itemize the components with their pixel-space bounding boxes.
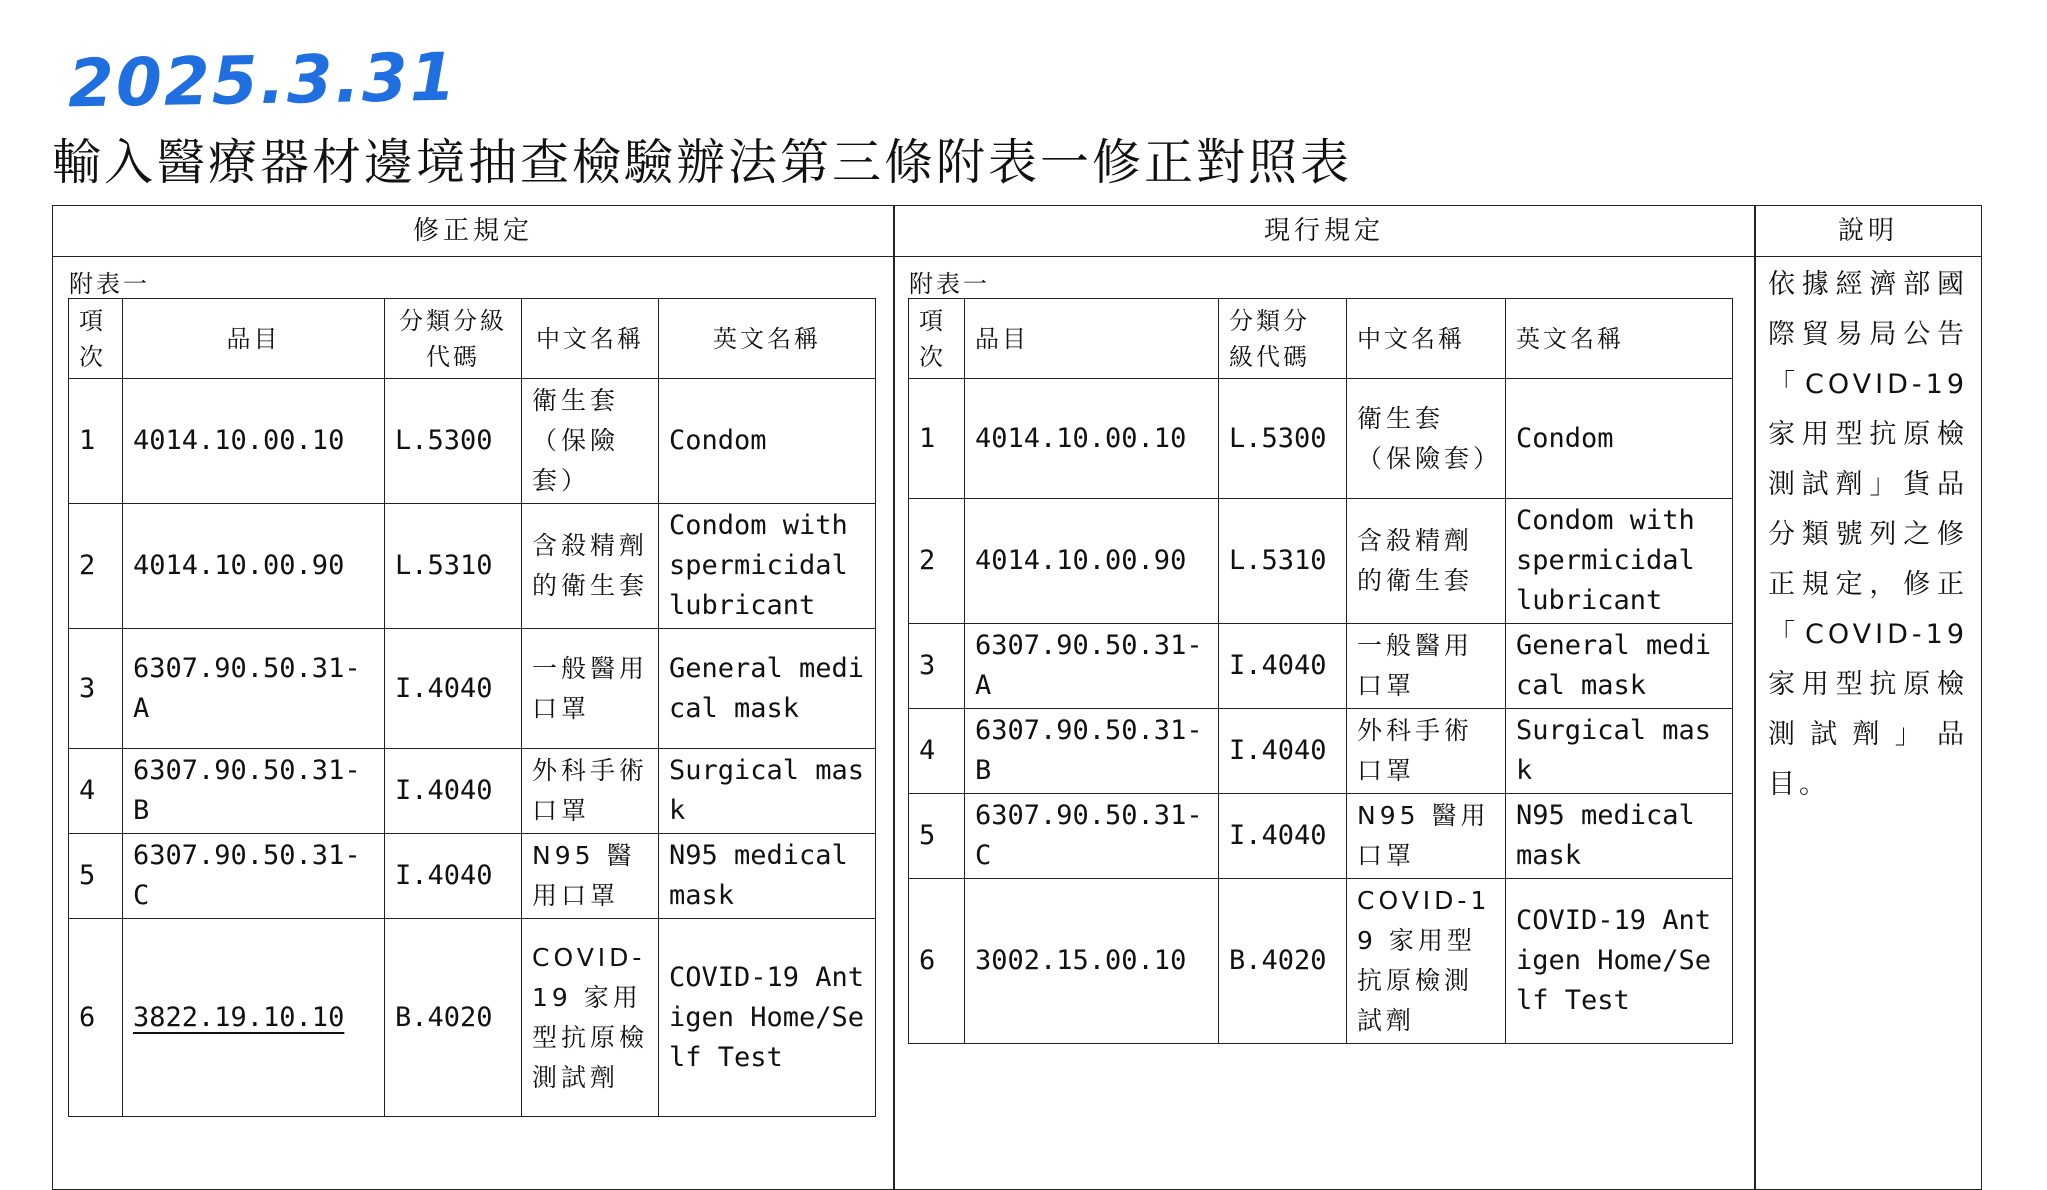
- row-item: 4014.10.00.10: [965, 379, 1219, 499]
- row-english-name: N95 medical mask: [659, 834, 876, 919]
- row-no: 2: [69, 504, 123, 629]
- row-code: B.4020: [1219, 879, 1347, 1044]
- row-english-name: General medical mask: [1506, 624, 1733, 709]
- table-header-row: [69, 299, 876, 379]
- row-chinese-name: 含殺精劑的衛生套: [522, 504, 659, 629]
- row-chinese-name: 一般醫用口罩: [522, 629, 659, 749]
- row-english-name: Condom with spermicidal lubricant: [1506, 499, 1733, 624]
- table-row: [69, 749, 876, 834]
- row-no: 5: [909, 794, 965, 879]
- row-code: B.4020: [385, 919, 522, 1117]
- row-english-name: COVID-19 Antigen Home/Self Test: [659, 919, 876, 1117]
- explanation-text: 依據經濟部國際貿易局公告「COVID-19 家用型抗原檢測試劑」貨品分類號列之修正規定，修正「COVID-19 家用型抗原檢測試劑」品目。: [1768, 269, 1968, 800]
- header-chinese-name: 中文名稱: [522, 299, 659, 379]
- header-english-name: 英文名稱: [659, 299, 876, 379]
- row-english-name: General medical mask: [659, 629, 876, 749]
- row-item: 6307.90.50.31-B: [965, 709, 1219, 794]
- explanation-column-header: 說明: [1755, 206, 1981, 257]
- row-no: 4: [909, 709, 965, 794]
- header-english-name: 英文名稱: [1506, 299, 1733, 379]
- row-item: 6307.90.50.31-C: [123, 834, 385, 919]
- table-row: [69, 834, 876, 919]
- table-row: [909, 624, 1733, 709]
- table-row: [69, 379, 876, 504]
- header-no: 項次: [909, 299, 965, 379]
- row-no: 6: [69, 919, 123, 1117]
- row-no: 4: [69, 749, 123, 834]
- table-row: [909, 794, 1733, 879]
- row-no: 6: [909, 879, 965, 1044]
- row-code: I.4040: [385, 834, 522, 919]
- comparison-table: [52, 205, 1982, 1190]
- row-code: I.4040: [385, 629, 522, 749]
- header-code: 分類分級代碼: [1219, 299, 1347, 379]
- header-chinese-name: 中文名稱: [1347, 299, 1506, 379]
- row-code: I.4040: [1219, 709, 1347, 794]
- table-row: [69, 504, 876, 629]
- amended-column-header: 修正規定: [53, 206, 893, 257]
- row-chinese-name: 一般醫用口罩: [1347, 624, 1506, 709]
- table-row: [909, 499, 1733, 624]
- current-column-header: 現行規定: [894, 206, 1754, 257]
- row-english-name: Condom: [659, 379, 876, 504]
- table-row: [909, 379, 1733, 499]
- row-code: L.5310: [1219, 499, 1347, 624]
- amended-item-number: 3822.19.10.10: [133, 1001, 345, 1033]
- row-code: I.4040: [1219, 624, 1347, 709]
- current-sub-table: [908, 298, 1733, 1044]
- row-code: L.5300: [1219, 379, 1347, 499]
- row-chinese-name: 衛生套（保險套）: [522, 379, 659, 504]
- row-english-name: Condom with spermicidal lubricant: [659, 504, 876, 629]
- row-code: L.5310: [385, 504, 522, 629]
- row-english-name: Surgical mask: [659, 749, 876, 834]
- row-code: I.4040: [1219, 794, 1347, 879]
- row-no: 1: [909, 379, 965, 499]
- row-chinese-name: COVID-19 家用型抗原檢測試劑: [522, 919, 659, 1117]
- document-title: 輸入醫療器材邊境抽查檢驗辦法第三條附表一修正對照表: [52, 134, 1353, 191]
- row-item: 6307.90.50.31-A: [965, 624, 1219, 709]
- table-header-row: [909, 299, 1733, 379]
- row-no: 2: [909, 499, 965, 624]
- current-table-caption: 附表一: [909, 270, 990, 298]
- row-chinese-name: N95 醫用口罩: [522, 834, 659, 919]
- table-row: [909, 709, 1733, 794]
- header-code: 分類分級代碼: [385, 299, 522, 379]
- row-english-name: Surgical mask: [1506, 709, 1733, 794]
- table-row: [69, 629, 876, 749]
- table-row: [909, 879, 1733, 1044]
- column-divider: [893, 206, 895, 1189]
- row-item: 4014.10.00.10: [123, 379, 385, 504]
- row-item: 4014.10.00.90: [965, 499, 1219, 624]
- row-item: 3002.15.00.10: [965, 879, 1219, 1044]
- table-row: [69, 919, 876, 1117]
- row-item: 4014.10.00.90: [123, 504, 385, 629]
- row-item: [123, 919, 385, 1117]
- row-item: 6307.90.50.31-A: [123, 629, 385, 749]
- row-chinese-name: 含殺精劑的衛生套: [1347, 499, 1506, 624]
- row-english-name: COVID-19 Antigen Home/Self Test: [1506, 879, 1733, 1044]
- row-english-name: Condom: [1506, 379, 1733, 499]
- row-chinese-name: COVID-19 家用型抗原檢測試劑: [1347, 879, 1506, 1044]
- row-code: L.5300: [385, 379, 522, 504]
- amended-sub-table: [68, 298, 876, 1117]
- handwritten-date-note: 2025.3.31: [67, 38, 459, 123]
- header-no: 項次: [69, 299, 123, 379]
- row-no: 3: [69, 629, 123, 749]
- column-divider: [1754, 206, 1756, 1189]
- row-item: 6307.90.50.31-C: [965, 794, 1219, 879]
- header-item: 品目: [965, 299, 1219, 379]
- row-chinese-name: 外科手術口罩: [522, 749, 659, 834]
- header-item: 品目: [123, 299, 385, 379]
- row-code: I.4040: [385, 749, 522, 834]
- row-no: 5: [69, 834, 123, 919]
- row-chinese-name: 外科手術口罩: [1347, 709, 1506, 794]
- row-chinese-name: 衛生套（保險套）: [1347, 379, 1506, 499]
- row-chinese-name: N95 醫用口罩: [1347, 794, 1506, 879]
- row-item: 6307.90.50.31-B: [123, 749, 385, 834]
- row-english-name: N95 medical mask: [1506, 794, 1733, 879]
- row-no: 3: [909, 624, 965, 709]
- amended-table-caption: 附表一: [69, 270, 150, 298]
- row-no: 1: [69, 379, 123, 504]
